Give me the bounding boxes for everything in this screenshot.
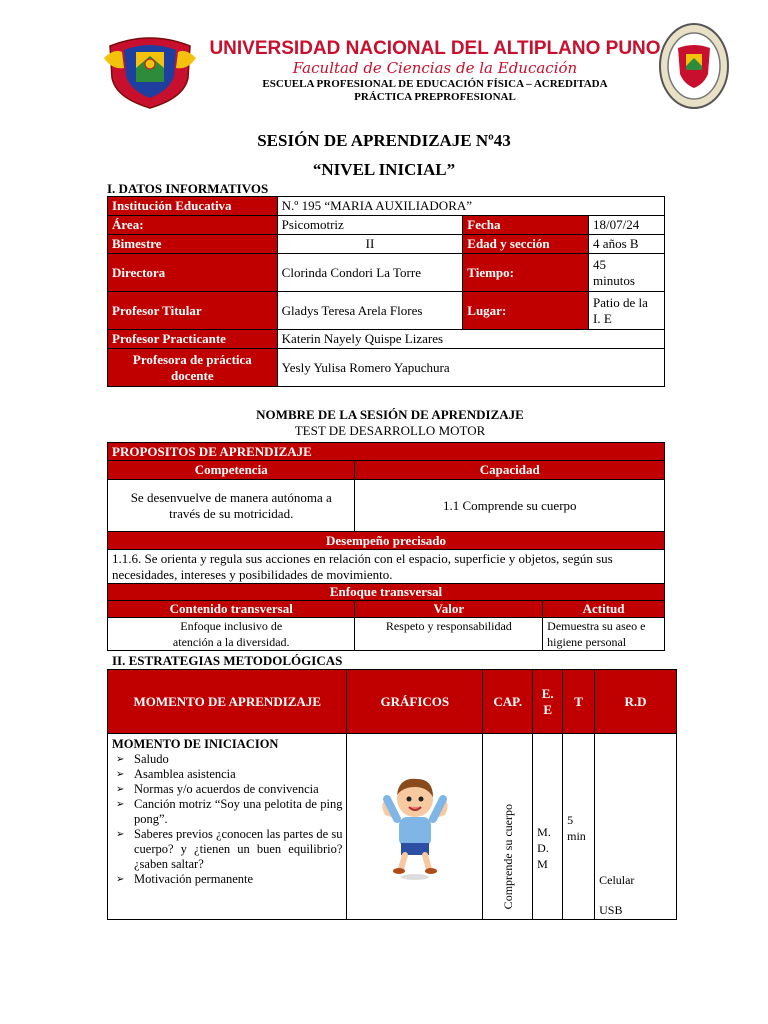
t-cell bbox=[563, 734, 595, 920]
strategies-table bbox=[107, 669, 677, 920]
label-area: Área: bbox=[108, 216, 278, 235]
value-titular: Gladys Teresa Arela Flores bbox=[277, 292, 463, 330]
university-name: UNIVERSIDAD NACIONAL DEL ALTIPLANO PUNO bbox=[209, 38, 661, 59]
label-fecha: Fecha bbox=[463, 216, 589, 235]
desempeno-value bbox=[108, 550, 665, 584]
value-tiempo bbox=[589, 254, 665, 292]
label-practicante: Profesor Practicante bbox=[108, 330, 278, 349]
contenido-value-1: Enfoque inclusivo de bbox=[180, 619, 283, 633]
contenido-value-2: atención a la diversidad. bbox=[172, 635, 290, 649]
rd-value-2: USB bbox=[599, 903, 623, 917]
competencia-label: Competencia bbox=[108, 461, 355, 480]
value-lugar-1: Patio de la bbox=[593, 294, 648, 310]
t-value-2: min bbox=[567, 829, 586, 843]
list-item: ➢ Saberes previos ¿conocen las partes de su cuerpo? y ¿tienen un buen equilibrio? ¿saben saltar? bbox=[112, 827, 342, 872]
desempeno-value-2: necesidades, intereses y posibilidades de movimiento. bbox=[112, 566, 393, 582]
list-item: ➢ Saludo bbox=[112, 752, 342, 767]
competencia-value-2: través de su motricidad. bbox=[169, 505, 294, 521]
session-name-label: NOMBRE DE LA SESIÓN DE APRENDIZAJE bbox=[256, 407, 524, 422]
ee-value-3: M bbox=[537, 857, 548, 871]
capacidad-value: 1.1 Comprende su cuerpo bbox=[355, 480, 665, 532]
valor-value: Respeto y responsabilidad bbox=[355, 618, 543, 651]
momento-list bbox=[112, 752, 342, 887]
value-tiempo-1: 45 bbox=[593, 256, 607, 272]
desempeno-value-1: 1.1.6. Se orienta y regula sus acciones en relación con el espacio, superficie y objetos, según sus bbox=[112, 550, 613, 566]
ee-cell bbox=[533, 734, 563, 920]
jumping-child-illustration bbox=[375, 769, 455, 881]
value-fecha: 18/07/24 bbox=[589, 216, 665, 235]
value-area: Psicomotriz bbox=[277, 216, 463, 235]
cap-cell bbox=[483, 734, 533, 920]
session-title: SESIÓN DE APRENDIZAJE Nº43 bbox=[257, 131, 511, 150]
contenido-value bbox=[108, 618, 355, 651]
actitud-value-1: Demuestra su aseo e bbox=[547, 619, 646, 633]
actitud-label: Actitud bbox=[543, 601, 665, 618]
col-ee-2: E bbox=[543, 701, 552, 717]
label-directora: Directora bbox=[108, 254, 278, 292]
section-1-title: I. DATOS INFORMATIVOS bbox=[107, 181, 269, 196]
value-lugar-2: I. E bbox=[593, 310, 612, 326]
contenido-label: Contenido transversal bbox=[108, 601, 355, 618]
session-name-value: TEST DE DESARROLLO MOTOR bbox=[294, 423, 486, 438]
section-2-title: II. ESTRATEGIAS METODOLÓGICAS bbox=[112, 653, 343, 668]
rd-value-1: Celular bbox=[599, 873, 635, 887]
info-table bbox=[107, 196, 665, 387]
desempeno-label: Desempeño precisado bbox=[108, 532, 665, 550]
col-cap: CAP. bbox=[483, 670, 533, 734]
label-docente bbox=[108, 349, 278, 387]
t-value-1: 5 bbox=[567, 813, 574, 827]
enfoque-label: Enfoque transversal bbox=[108, 584, 665, 601]
faculty-name: Facultad de Ciencias de la Educación bbox=[292, 59, 578, 77]
competencia-value bbox=[108, 480, 355, 532]
ee-value-2: D. bbox=[537, 841, 549, 855]
col-rd: R.D bbox=[595, 670, 677, 734]
university-shield-logo bbox=[104, 28, 196, 110]
value-tiempo-2: minutos bbox=[593, 272, 635, 288]
momento-cell bbox=[108, 734, 347, 920]
value-bimestre: II bbox=[277, 235, 463, 254]
list-item: ➢ Normas y/o acuerdos de convivencia bbox=[112, 782, 342, 797]
capacidad-label: Capacidad bbox=[355, 461, 665, 480]
col-t: T bbox=[563, 670, 595, 734]
label-titular: Profesor Titular bbox=[108, 292, 278, 330]
col-ee bbox=[533, 670, 563, 734]
col-graficos: GRÁFICOS bbox=[347, 670, 483, 734]
competencia-value-1: Se desenvuelve de manera autónoma a bbox=[130, 489, 332, 505]
col-ee-1: E. bbox=[541, 685, 554, 701]
momento-title: MOMENTO DE INICIACION bbox=[112, 737, 279, 751]
label-tiempo: Tiempo: bbox=[463, 254, 589, 292]
label-bimestre: Bimestre bbox=[108, 235, 278, 254]
school-name: ESCUELA PROFESIONAL DE EDUCACIÓN FÍSICA – ACREDITADA bbox=[262, 78, 608, 90]
practice-name: PRÁCTICA PREPROFESIONAL bbox=[354, 91, 516, 103]
value-practicante: Katerin Nayely Quispe Lizares bbox=[277, 330, 664, 349]
value-directora: Clorinda Condori La Torre bbox=[277, 254, 463, 292]
valor-label: Valor bbox=[355, 601, 543, 618]
label-docente-1: Profesora de práctica bbox=[132, 351, 252, 367]
label-edad: Edad y sección bbox=[463, 235, 589, 254]
col-momento: MOMENTO DE APRENDIZAJE bbox=[108, 670, 347, 734]
label-lugar: Lugar: bbox=[463, 292, 589, 330]
purposes-header: PROPOSITOS DE APRENDIZAJE bbox=[108, 443, 665, 461]
ee-value-1: M. bbox=[537, 825, 551, 839]
value-docente: Yesly Yulisa Romero Yapuchura bbox=[277, 349, 664, 387]
rd-cell bbox=[595, 734, 677, 920]
list-item: ➢ Canción motriz “Soy una pelotita de ping pong”. bbox=[112, 797, 342, 827]
label-institucion: Institución Educativa bbox=[108, 197, 278, 216]
level-title: “NIVEL INICIAL” bbox=[312, 160, 456, 179]
actitud-value-2: higiene personal bbox=[547, 635, 627, 649]
purposes-table bbox=[107, 442, 665, 651]
list-item: ➢ Asamblea asistencia bbox=[112, 767, 342, 782]
list-item: ➢ Motivación permanente bbox=[112, 872, 342, 887]
value-lugar bbox=[589, 292, 665, 330]
graficos-cell bbox=[347, 734, 483, 920]
value-institucion: N.º 195 “MARIA AUXILIADORA” bbox=[277, 197, 664, 216]
label-docente-2: docente bbox=[171, 367, 214, 383]
cap-value: Comprende su cuerpo bbox=[500, 803, 515, 909]
value-edad: 4 años B bbox=[589, 235, 665, 254]
actitud-value bbox=[543, 618, 665, 651]
